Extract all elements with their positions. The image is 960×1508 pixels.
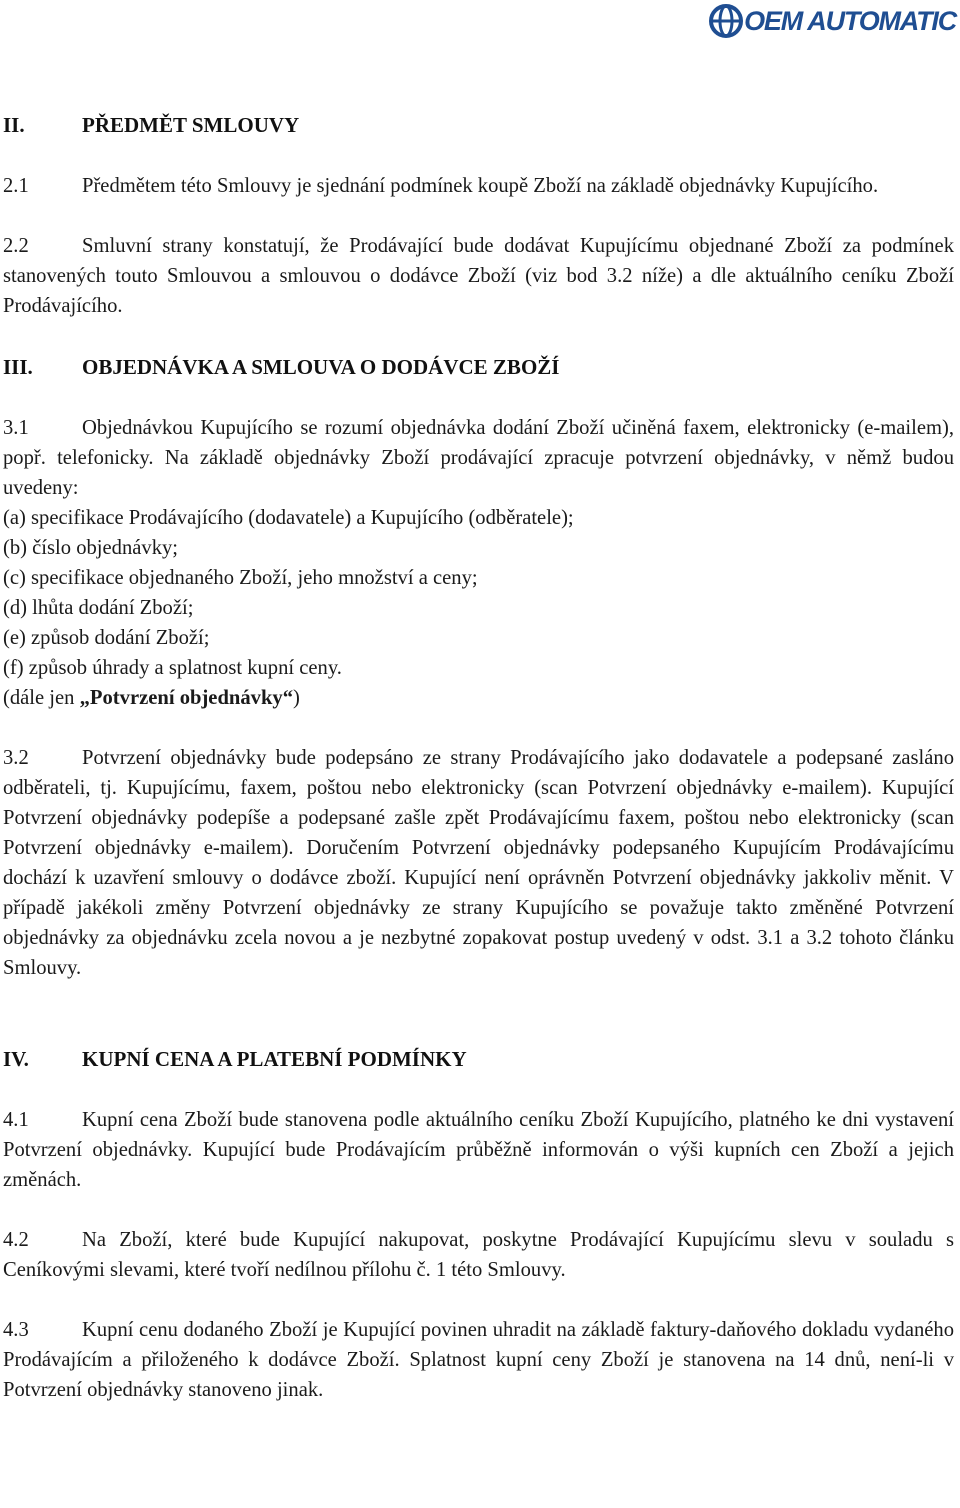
section-number: IV.: [3, 1047, 29, 1071]
paragraph-4-2: [3, 1225, 954, 1285]
paragraph-number: 4.2: [3, 1229, 29, 1251]
section-number: III.: [3, 355, 33, 379]
definition-line: [3, 683, 954, 713]
paragraph-text: Na Zboží, které bude Kupující nakupovat, poskytne Prodávající Kupujícímu slevu v souladu s Ceníkovými slevami, které tvoří nedílnou přílohu č. 1 této Smlouvy.: [3, 1229, 954, 1281]
document-body: [3, 110, 954, 1405]
paragraph-number: 2.1: [3, 175, 29, 197]
section-number: II.: [3, 113, 25, 137]
list-item: (f) způsob úhrady a splatnost kupní ceny.: [3, 657, 342, 679]
paragraph-number: 2.2: [3, 235, 29, 257]
paragraph-text: Předmětem této Smlouvy je sjednání podmínek koupě Zboží na základě objednávky Kupujícího.: [82, 175, 879, 197]
paragraph-2-1: [3, 171, 954, 201]
paragraph-3-2: [3, 743, 954, 983]
paragraph-number: 4.3: [3, 1319, 29, 1341]
list-item: (e) způsob dodání Zboží;: [3, 627, 210, 649]
section-heading-3: [3, 352, 954, 382]
section-title: PŘEDMĚT SMLOUVY: [82, 113, 300, 137]
order-items-list: [3, 503, 954, 683]
paragraph-number: 3.1: [3, 417, 29, 439]
paragraph-text: Smluvní strany konstatují, že Prodávající bude dodávat Kupujícímu objednané Zboží za podmínek stanovených touto Smlouvou a smlouvou o dodávce Zboží (viz bod 3.2 níže) a dle aktuálního ceníku Zboží Prodávajícího.: [3, 235, 954, 317]
section-title: KUPNÍ CENA A PLATEBNÍ PODMÍNKY: [82, 1047, 467, 1071]
paragraph-3-1: [3, 413, 954, 503]
section-title: OBJEDNÁVKA A SMLOUVA O DODÁVCE ZBOŽÍ: [82, 355, 560, 379]
paragraph-text: Kupní cena Zboží bude stanovena podle aktuálního ceníku Zboží Kupujícího, platného ke dni vystavení Potvrzení objednávky. Kupující bude Prodávajícím průběžně informován o výši kupních cen Zboží a jejich změnách.: [3, 1109, 954, 1191]
definition-prefix: (dále jen: [3, 687, 80, 709]
section-heading-4: [3, 1044, 954, 1074]
paragraph-number: 4.1: [3, 1109, 29, 1131]
paragraph-4-3: [3, 1315, 954, 1405]
paragraph-text: Potvrzení objednávky bude podepsáno ze strany Prodávajícího jako dodavatele a podepsané zasláno odběrateli, tj. Kupujícímu, faxem, poštou nebo elektronicky (scan Potvrzení objednávky e-mailem). Kupující Potvrzení objednávky podepíše a podepsané zašle zpět Prodávajícímu faxem, poštou nebo elektronicky (scan Potvrzení objednávky e-mailem). Doručením Potvrzení objednávky podepsaného Kupujícím Prodávajícímu dochází k uzavření smlouvy o dodávce zboží. Kupující není oprávněn Potvrzení objednávky jakkoliv měnit. V případě jakékoli změny Potvrzení objednávky ze strany Kupujícího se považuje takto změněné Potvrzení objednávky za objednávku zcela novou a je nezbytné zopakovat postup uvedený v odst. 3.1 a 3.2 tohoto článku Smlouvy.: [3, 747, 954, 979]
defined-term: „Potvrzení objednávky“: [79, 687, 293, 709]
definition-suffix: ): [293, 687, 300, 709]
paragraph-4-1: [3, 1105, 954, 1195]
list-item: (d) lhůta dodání Zboží;: [3, 597, 194, 619]
company-logo: [709, 2, 956, 40]
paragraph-text: Objednávkou Kupujícího se rozumí objednávka dodání Zboží učiněná faxem, elektronicky (e-mailem), popř. telefonicky. Na základě objednávky Zboží prodávající zpracuje potvrzení objednávky, v němž budou uvedeny:: [3, 417, 954, 499]
section-heading-2: [3, 110, 954, 140]
list-item: (b) číslo objednávky;: [3, 537, 179, 559]
logo-text: OEM AUTOMATIC: [744, 5, 956, 36]
list-item: (c) specifikace objednaného Zboží, jeho množství a ceny;: [3, 567, 478, 589]
paragraph-number: 3.2: [3, 747, 29, 769]
oem-globe-icon: [709, 4, 743, 38]
paragraph-2-2: [3, 231, 954, 321]
list-item: (a) specifikace Prodávajícího (dodavatele) a Kupujícího (odběratele);: [3, 507, 574, 529]
paragraph-text: Kupní cenu dodaného Zboží je Kupující povinen uhradit na základě faktury-daňového dokladu vydaného Prodávajícím a přiloženého k dodávce Zboží. Splatnost kupní ceny Zboží je stanovena na 14 dnů, není-li v Potvrzení objednávky stanoveno jinak.: [3, 1319, 954, 1401]
